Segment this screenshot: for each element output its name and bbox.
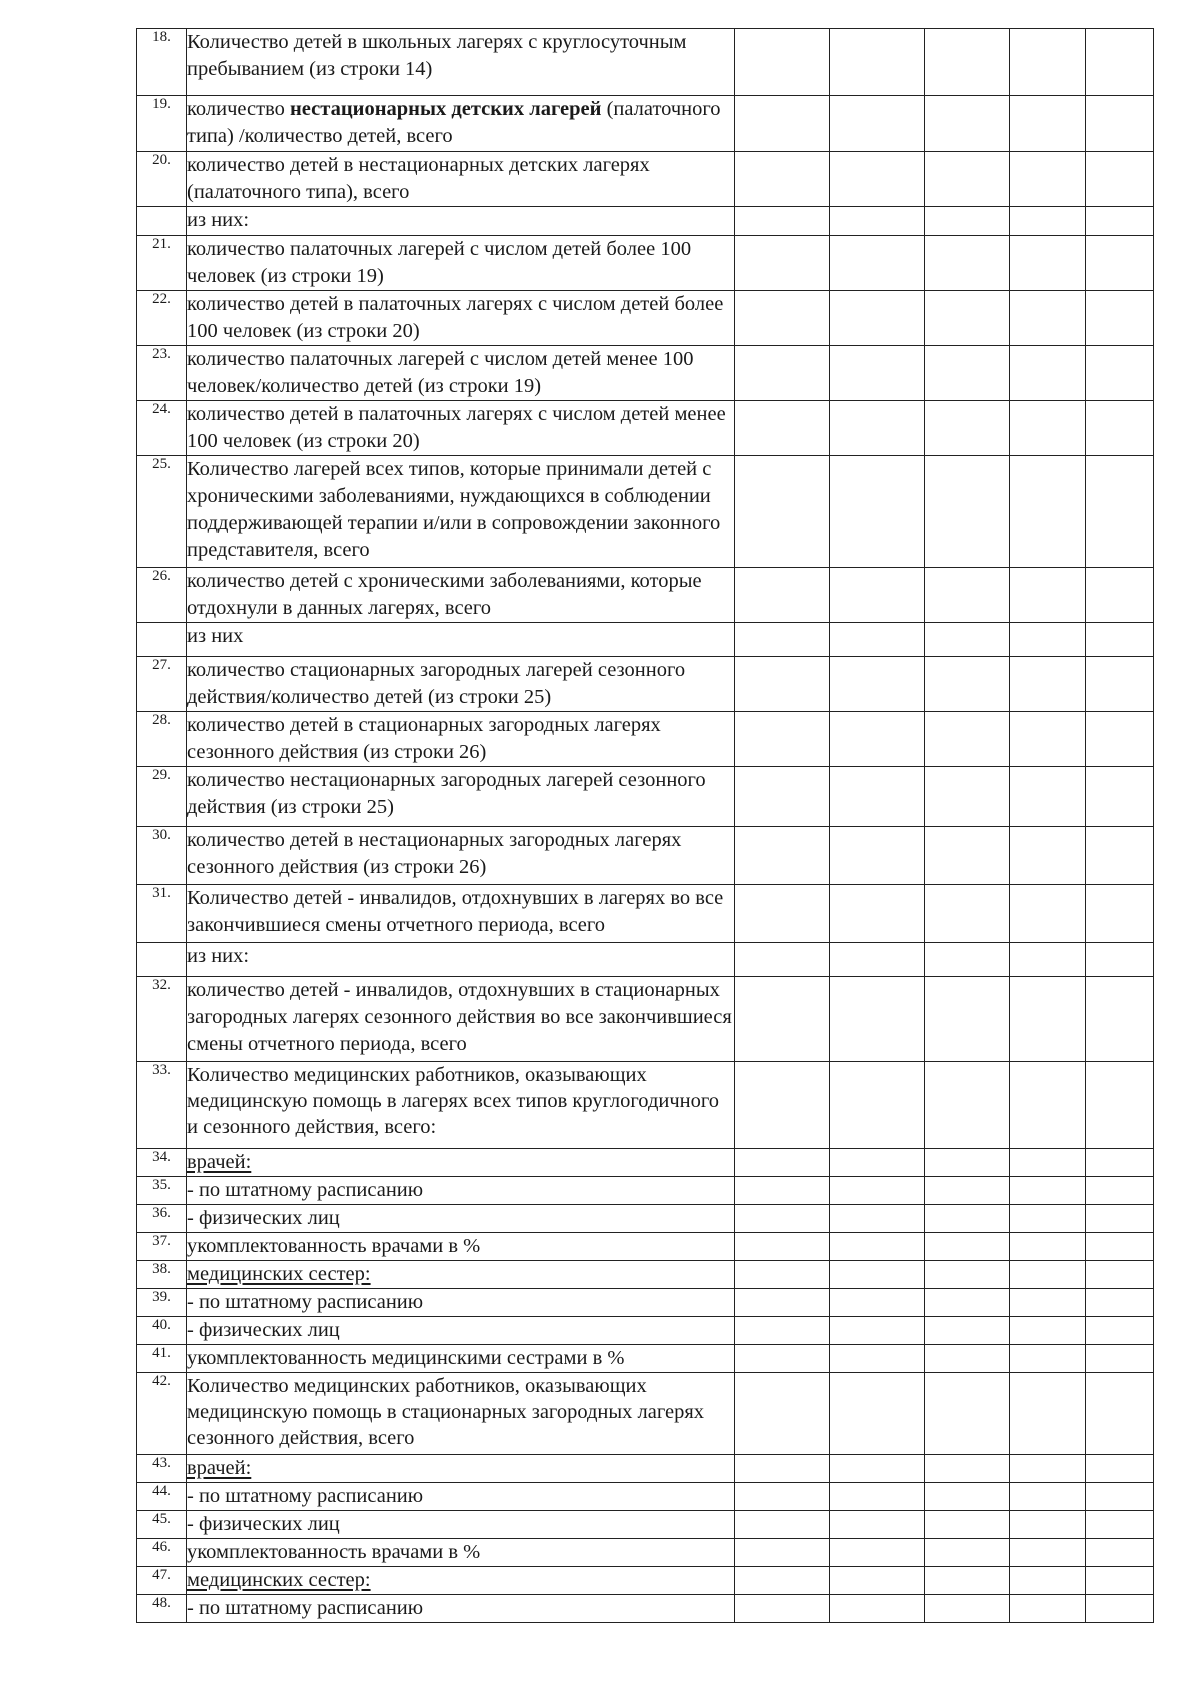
table-row xyxy=(137,1539,1154,1567)
row-number: 21. xyxy=(137,236,187,291)
value-cell[interactable] xyxy=(735,456,830,568)
value-cell[interactable] xyxy=(830,885,925,943)
value-cell[interactable] xyxy=(1086,1373,1154,1455)
row-label: - физических лиц xyxy=(187,1317,735,1345)
row-number xyxy=(137,207,187,236)
table-row xyxy=(137,1289,1154,1317)
value-cell[interactable] xyxy=(735,29,830,96)
table-row xyxy=(137,1233,1154,1261)
value-cell[interactable] xyxy=(1086,1455,1154,1483)
table-row xyxy=(137,1177,1154,1205)
value-cell[interactable] xyxy=(1086,1233,1154,1261)
value-cell[interactable] xyxy=(735,236,830,291)
value-cell[interactable] xyxy=(735,1233,830,1261)
value-cell[interactable] xyxy=(735,977,830,1062)
table-row xyxy=(137,456,1154,568)
value-cell[interactable] xyxy=(925,943,1010,977)
value-cell[interactable] xyxy=(830,346,925,401)
value-cell[interactable] xyxy=(925,977,1010,1062)
row-label: Количество детей в школьных лагерях с круглосуточным пребыванием (из строки 14) xyxy=(187,29,735,96)
row-label: количество нестационарных загородных лагерей сезонного действия (из строки 25) xyxy=(187,767,735,827)
value-cell[interactable] xyxy=(1010,96,1086,152)
value-cell[interactable] xyxy=(830,1177,925,1205)
row-label: врачей: xyxy=(187,1455,735,1483)
value-cell[interactable] xyxy=(830,1205,925,1233)
value-cell[interactable] xyxy=(1010,1567,1086,1595)
value-cell[interactable] xyxy=(925,1205,1010,1233)
value-cell[interactable] xyxy=(925,1539,1010,1567)
value-cell[interactable] xyxy=(830,1289,925,1317)
row-label: врачей: xyxy=(187,1149,735,1177)
value-cell[interactable] xyxy=(830,401,925,456)
table-row xyxy=(137,401,1154,456)
row-number: 30. xyxy=(137,827,187,885)
value-cell[interactable] xyxy=(1086,291,1154,346)
value-cell[interactable] xyxy=(1086,657,1154,712)
row-number xyxy=(137,943,187,977)
row-number: 38. xyxy=(137,1261,187,1289)
value-cell[interactable] xyxy=(830,943,925,977)
row-number: 44. xyxy=(137,1483,187,1511)
value-cell[interactable] xyxy=(1010,1373,1086,1455)
value-cell[interactable] xyxy=(925,1233,1010,1261)
value-cell[interactable] xyxy=(830,712,925,767)
value-cell[interactable] xyxy=(925,346,1010,401)
value-cell[interactable] xyxy=(1010,943,1086,977)
row-number: 29. xyxy=(137,767,187,827)
value-cell[interactable] xyxy=(830,29,925,96)
row-number: 42. xyxy=(137,1373,187,1455)
table-row xyxy=(137,1595,1154,1623)
value-cell[interactable] xyxy=(1086,827,1154,885)
value-cell[interactable] xyxy=(1086,1539,1154,1567)
value-cell[interactable] xyxy=(1086,96,1154,152)
value-cell[interactable] xyxy=(735,623,830,657)
row-number: 34. xyxy=(137,1149,187,1177)
value-cell[interactable] xyxy=(1086,885,1154,943)
value-cell[interactable] xyxy=(1086,568,1154,623)
value-cell[interactable] xyxy=(830,1483,925,1511)
value-cell[interactable] xyxy=(1010,1483,1086,1511)
value-cell[interactable] xyxy=(1010,1205,1086,1233)
value-cell[interactable] xyxy=(1086,1289,1154,1317)
value-cell[interactable] xyxy=(1010,1062,1086,1149)
value-cell[interactable] xyxy=(1010,1595,1086,1623)
row-number: 28. xyxy=(137,712,187,767)
row-label: количество детей - инвалидов, отдохнувших в стационарных загородных лагерях сезонного действия во все закончившиеся смены отчетного периода, всего xyxy=(187,977,735,1062)
value-cell[interactable] xyxy=(735,291,830,346)
value-cell[interactable] xyxy=(735,1373,830,1455)
row-label: укомплектованность врачами в % xyxy=(187,1233,735,1261)
value-cell[interactable] xyxy=(735,1261,830,1289)
row-number: 35. xyxy=(137,1177,187,1205)
row-label: Количество лагерей всех типов, которые принимали детей с хроническими заболеваниями, нуждающихся в соблюдении поддерживающей терапии и/или в сопровождении законного представителя, всего xyxy=(187,456,735,568)
value-cell[interactable] xyxy=(1086,1177,1154,1205)
value-cell[interactable] xyxy=(735,346,830,401)
row-number: 23. xyxy=(137,346,187,401)
row-label: количество палаточных лагерей с числом детей менее 100 человек/количество детей (из строки 19) xyxy=(187,346,735,401)
value-cell[interactable] xyxy=(925,401,1010,456)
row-label-part: количество xyxy=(187,98,290,120)
value-cell[interactable] xyxy=(830,1455,925,1483)
table-row xyxy=(137,1455,1154,1483)
value-cell[interactable] xyxy=(830,1261,925,1289)
table-row xyxy=(137,767,1154,827)
value-cell[interactable] xyxy=(830,1373,925,1455)
value-cell[interactable] xyxy=(830,236,925,291)
row-number: 47. xyxy=(137,1567,187,1595)
value-cell[interactable] xyxy=(1010,1289,1086,1317)
value-cell[interactable] xyxy=(735,1567,830,1595)
table-row xyxy=(137,236,1154,291)
value-cell[interactable] xyxy=(1010,29,1086,96)
value-cell[interactable] xyxy=(1086,1149,1154,1177)
row-number: 48. xyxy=(137,1595,187,1623)
value-cell[interactable] xyxy=(830,1149,925,1177)
value-cell[interactable] xyxy=(735,1539,830,1567)
value-cell[interactable] xyxy=(1010,207,1086,236)
value-cell[interactable] xyxy=(925,96,1010,152)
value-cell[interactable] xyxy=(735,1483,830,1511)
value-cell[interactable] xyxy=(1086,456,1154,568)
value-cell[interactable] xyxy=(735,1149,830,1177)
value-cell[interactable] xyxy=(925,623,1010,657)
value-cell[interactable] xyxy=(735,1317,830,1345)
value-cell[interactable] xyxy=(830,623,925,657)
value-cell[interactable] xyxy=(1086,767,1154,827)
table-row xyxy=(137,1373,1154,1455)
value-cell[interactable] xyxy=(735,1289,830,1317)
value-cell[interactable] xyxy=(925,1317,1010,1345)
row-label: количество детей в стационарных загородных лагерях сезонного действия (из строки 26) xyxy=(187,712,735,767)
value-cell[interactable] xyxy=(1086,1595,1154,1623)
table-row xyxy=(137,623,1154,657)
value-cell[interactable] xyxy=(830,767,925,827)
value-cell[interactable] xyxy=(830,1539,925,1567)
value-cell[interactable] xyxy=(735,1205,830,1233)
row-number: 22. xyxy=(137,291,187,346)
value-cell[interactable] xyxy=(1010,236,1086,291)
value-cell[interactable] xyxy=(1086,977,1154,1062)
value-cell[interactable] xyxy=(735,401,830,456)
value-cell[interactable] xyxy=(1010,456,1086,568)
row-label: - физических лиц xyxy=(187,1511,735,1539)
value-cell[interactable] xyxy=(735,1345,830,1373)
value-cell[interactable] xyxy=(925,568,1010,623)
value-cell[interactable] xyxy=(1086,207,1154,236)
value-cell[interactable] xyxy=(925,1455,1010,1483)
value-cell[interactable] xyxy=(830,152,925,207)
value-cell[interactable] xyxy=(925,1483,1010,1511)
row-number: 26. xyxy=(137,568,187,623)
value-cell[interactable] xyxy=(1086,29,1154,96)
value-cell[interactable] xyxy=(1010,1511,1086,1539)
table-row xyxy=(137,1062,1154,1149)
row-label: Количество медицинских работников, оказывающих медицинскую помощь в лагерях всех типов круглогодичного и сезонного действия, всего: xyxy=(187,1062,735,1149)
value-cell[interactable] xyxy=(830,456,925,568)
table-row xyxy=(137,657,1154,712)
row-label: - по штатному расписанию xyxy=(187,1595,735,1623)
table-row xyxy=(137,1345,1154,1373)
table-row xyxy=(137,1567,1154,1595)
value-cell[interactable] xyxy=(830,207,925,236)
table-row xyxy=(137,1317,1154,1345)
table-row xyxy=(137,1511,1154,1539)
value-cell[interactable] xyxy=(1010,568,1086,623)
row-label: - по штатному расписанию xyxy=(187,1483,735,1511)
value-cell[interactable] xyxy=(925,767,1010,827)
row-label: Количество детей - инвалидов, отдохнувших в лагерях во все закончившиеся смены отчетного периода, всего xyxy=(187,885,735,943)
row-number: 18. xyxy=(137,29,187,96)
value-cell[interactable] xyxy=(925,885,1010,943)
value-cell[interactable] xyxy=(1010,827,1086,885)
value-cell[interactable] xyxy=(925,1345,1010,1373)
value-cell[interactable] xyxy=(925,236,1010,291)
value-cell[interactable] xyxy=(925,1062,1010,1149)
row-label: Количество медицинских работников, оказывающих медицинскую помощь в стационарных загородных лагерях сезонного действия, всего xyxy=(187,1373,735,1455)
row-label-part: (палаточного типа) /количество детей, всего xyxy=(187,98,721,147)
row-label: количество детей с хроническими заболеваниями, которые отдохнули в данных лагерях, всего xyxy=(187,568,735,623)
value-cell[interactable] xyxy=(1010,291,1086,346)
value-cell[interactable] xyxy=(1010,1317,1086,1345)
table-row xyxy=(137,346,1154,401)
row-number: 37. xyxy=(137,1233,187,1261)
value-cell[interactable] xyxy=(1010,401,1086,456)
value-cell[interactable] xyxy=(735,827,830,885)
value-cell[interactable] xyxy=(735,152,830,207)
row-label xyxy=(187,96,735,152)
row-label: количество детей в нестационарных детских лагерях (палаточного типа), всего xyxy=(187,152,735,207)
row-number: 46. xyxy=(137,1539,187,1567)
value-cell[interactable] xyxy=(1086,152,1154,207)
value-cell[interactable] xyxy=(1086,1345,1154,1373)
value-cell[interactable] xyxy=(830,96,925,152)
row-number: 27. xyxy=(137,657,187,712)
value-cell[interactable] xyxy=(1010,346,1086,401)
value-cell[interactable] xyxy=(1010,1455,1086,1483)
value-cell[interactable] xyxy=(735,767,830,827)
value-cell[interactable] xyxy=(830,827,925,885)
row-number: 45. xyxy=(137,1511,187,1539)
table-row xyxy=(137,291,1154,346)
row-label: количество детей в нестационарных загородных лагерях сезонного действия (из строки 26) xyxy=(187,827,735,885)
table-row xyxy=(137,1483,1154,1511)
value-cell[interactable] xyxy=(925,1511,1010,1539)
value-cell[interactable] xyxy=(1010,1233,1086,1261)
value-cell[interactable] xyxy=(735,1062,830,1149)
value-cell[interactable] xyxy=(1086,712,1154,767)
table-row xyxy=(137,977,1154,1062)
value-cell[interactable] xyxy=(1010,1539,1086,1567)
row-label: медицинских сестер: xyxy=(187,1567,735,1595)
report-table xyxy=(136,28,1154,1623)
value-cell[interactable] xyxy=(1010,623,1086,657)
table-row xyxy=(137,712,1154,767)
row-number: 32. xyxy=(137,977,187,1062)
table-row xyxy=(137,152,1154,207)
report-form-page xyxy=(136,28,1153,1623)
value-cell[interactable] xyxy=(1086,1205,1154,1233)
value-cell[interactable] xyxy=(735,712,830,767)
value-cell[interactable] xyxy=(830,1317,925,1345)
table-row xyxy=(137,885,1154,943)
row-label: количество детей в палаточных лагерях с числом детей менее 100 человек (из строки 20) xyxy=(187,401,735,456)
row-number: 20. xyxy=(137,152,187,207)
value-cell[interactable] xyxy=(1010,152,1086,207)
row-number: 33. xyxy=(137,1062,187,1149)
value-cell[interactable] xyxy=(925,1149,1010,1177)
row-number: 25. xyxy=(137,456,187,568)
value-cell[interactable] xyxy=(925,1595,1010,1623)
value-cell[interactable] xyxy=(1010,1261,1086,1289)
table-row xyxy=(137,943,1154,977)
value-cell[interactable] xyxy=(925,712,1010,767)
value-cell[interactable] xyxy=(1086,346,1154,401)
table-row xyxy=(137,827,1154,885)
value-cell[interactable] xyxy=(1010,1345,1086,1373)
value-cell[interactable] xyxy=(830,1062,925,1149)
table-row xyxy=(137,1261,1154,1289)
row-number: 41. xyxy=(137,1345,187,1373)
value-cell[interactable] xyxy=(1086,623,1154,657)
value-cell[interactable] xyxy=(830,1511,925,1539)
table-row xyxy=(137,568,1154,623)
value-cell[interactable] xyxy=(1086,236,1154,291)
value-cell[interactable] xyxy=(925,1567,1010,1595)
value-cell[interactable] xyxy=(1086,943,1154,977)
table-row xyxy=(137,96,1154,152)
value-cell[interactable] xyxy=(830,657,925,712)
row-label: количество детей в палаточных лагерях с числом детей более 100 человек (из строки 20) xyxy=(187,291,735,346)
value-cell[interactable] xyxy=(925,29,1010,96)
value-cell[interactable] xyxy=(830,1345,925,1373)
value-cell[interactable] xyxy=(830,568,925,623)
value-cell[interactable] xyxy=(830,291,925,346)
row-number: 40. xyxy=(137,1317,187,1345)
row-number xyxy=(137,623,187,657)
value-cell[interactable] xyxy=(830,1233,925,1261)
value-cell[interactable] xyxy=(735,568,830,623)
row-label: укомплектованность медицинскими сестрами в % xyxy=(187,1345,735,1373)
value-cell[interactable] xyxy=(925,207,1010,236)
value-cell[interactable] xyxy=(1010,767,1086,827)
row-number: 24. xyxy=(137,401,187,456)
value-cell[interactable] xyxy=(925,1177,1010,1205)
row-label: - физических лиц xyxy=(187,1205,735,1233)
value-cell[interactable] xyxy=(925,152,1010,207)
value-cell[interactable] xyxy=(735,1511,830,1539)
value-cell[interactable] xyxy=(1086,1567,1154,1595)
value-cell[interactable] xyxy=(1010,1149,1086,1177)
value-cell[interactable] xyxy=(735,657,830,712)
value-cell[interactable] xyxy=(925,291,1010,346)
value-cell[interactable] xyxy=(735,1177,830,1205)
value-cell[interactable] xyxy=(1010,657,1086,712)
value-cell[interactable] xyxy=(925,827,1010,885)
row-label: - по штатному расписанию xyxy=(187,1289,735,1317)
row-label: - по штатному расписанию xyxy=(187,1177,735,1205)
value-cell[interactable] xyxy=(735,207,830,236)
value-cell[interactable] xyxy=(925,657,1010,712)
row-number: 43. xyxy=(137,1455,187,1483)
value-cell[interactable] xyxy=(925,1261,1010,1289)
value-cell[interactable] xyxy=(1010,977,1086,1062)
row-label: из них: xyxy=(187,943,735,977)
row-label: из них xyxy=(187,623,735,657)
value-cell[interactable] xyxy=(1086,1511,1154,1539)
value-cell[interactable] xyxy=(735,1455,830,1483)
row-label: из них: xyxy=(187,207,735,236)
value-cell[interactable] xyxy=(830,1567,925,1595)
row-label: количество палаточных лагерей с числом детей более 100 человек (из строки 19) xyxy=(187,236,735,291)
value-cell[interactable] xyxy=(1086,401,1154,456)
value-cell[interactable] xyxy=(1010,885,1086,943)
value-cell[interactable] xyxy=(735,885,830,943)
value-cell[interactable] xyxy=(735,1595,830,1623)
row-label: количество стационарных загородных лагерей сезонного действия/количество детей (из строки 25) xyxy=(187,657,735,712)
row-label: медицинских сестер: xyxy=(187,1261,735,1289)
row-number: 19. xyxy=(137,96,187,152)
table-row xyxy=(137,29,1154,96)
value-cell[interactable] xyxy=(1086,1317,1154,1345)
table-row xyxy=(137,1205,1154,1233)
value-cell[interactable] xyxy=(735,96,830,152)
value-cell[interactable] xyxy=(1010,712,1086,767)
value-cell[interactable] xyxy=(830,1595,925,1623)
value-cell[interactable] xyxy=(830,977,925,1062)
value-cell[interactable] xyxy=(1086,1483,1154,1511)
value-cell[interactable] xyxy=(925,1289,1010,1317)
value-cell[interactable] xyxy=(1086,1062,1154,1149)
table-row xyxy=(137,207,1154,236)
row-number: 31. xyxy=(137,885,187,943)
value-cell[interactable] xyxy=(1010,1177,1086,1205)
table-row xyxy=(137,1149,1154,1177)
value-cell[interactable] xyxy=(925,1373,1010,1455)
row-number: 36. xyxy=(137,1205,187,1233)
row-number: 39. xyxy=(137,1289,187,1317)
value-cell[interactable] xyxy=(1086,1261,1154,1289)
row-label: укомплектованность врачами в % xyxy=(187,1539,735,1567)
value-cell[interactable] xyxy=(735,943,830,977)
row-label-bold: нестационарных детских лагерей xyxy=(290,98,602,120)
value-cell[interactable] xyxy=(925,456,1010,568)
